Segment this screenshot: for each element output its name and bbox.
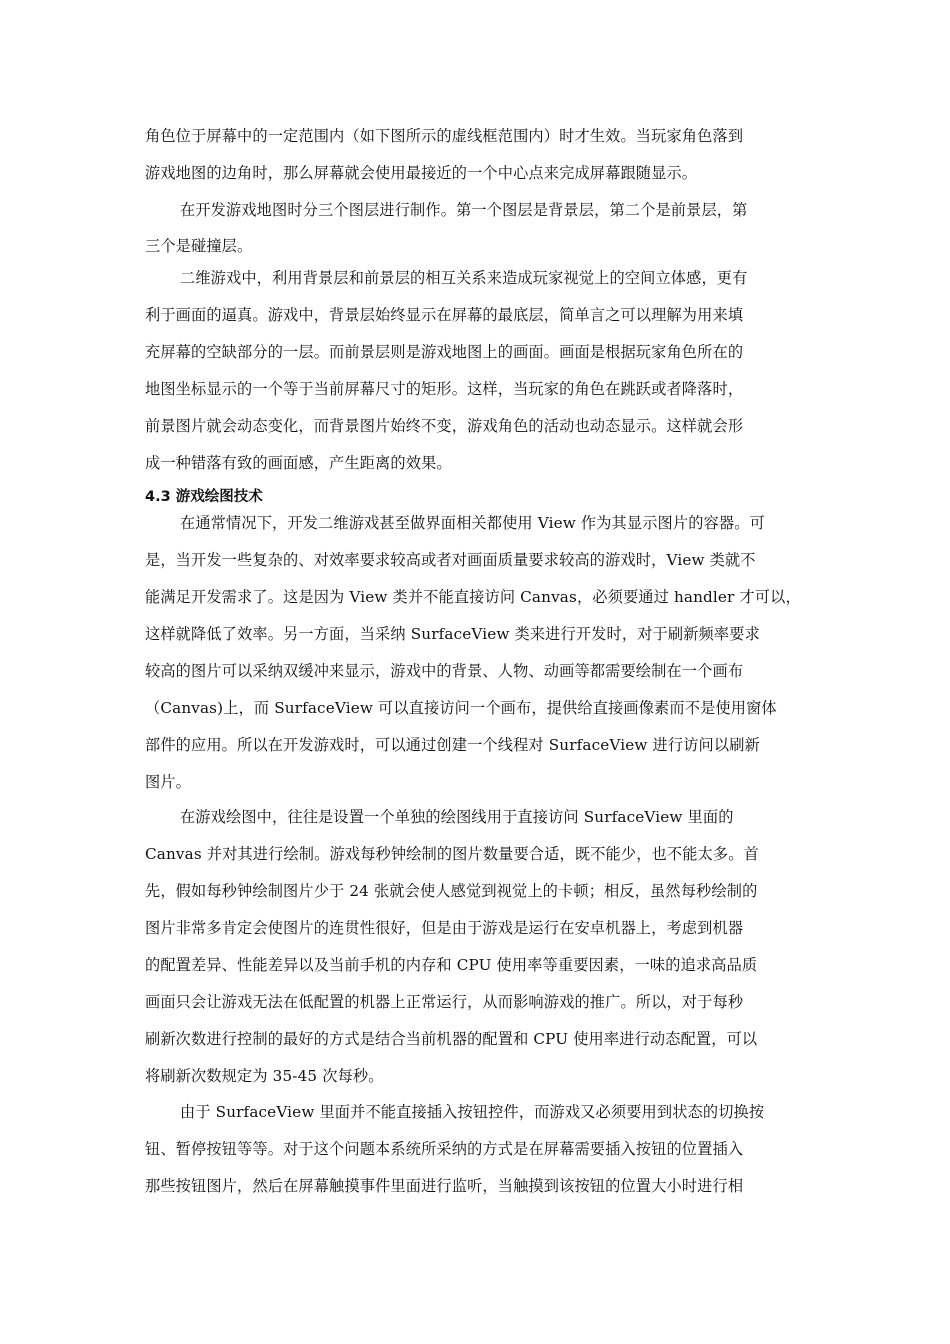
paragraph-3-line-5: 前景图片就会动态变化，而背景图片始终不变，游戏角色的活动也动态显示。这样就会形 — [145, 417, 744, 435]
paragraph-5-line-8: 将刷新次数规定为 35-45 次每秒。 — [145, 1067, 384, 1085]
paragraph-5-line-3: 先，假如每秒钟绘制图片少于 24 张就会使人感觉到视觉上的卡顿；相反，虽然每秒绘制的 — [145, 882, 758, 900]
paragraph-2-line-2: 三个是碰撞层。 — [145, 237, 253, 255]
paragraph-5-line-2: Canvas 并对其进行绘制。游戏每秒钟绘制的图片数量要合适，既不能少，也不能太多。首 — [145, 845, 759, 863]
paragraph-1-line-2: 游戏地图的边角时，那么屏幕就会使用最接近的一个中心点来完成屏幕跟随显示。 — [145, 164, 698, 182]
paragraph-4-line-8: 图片。 — [145, 773, 192, 791]
paragraph-6-line-1: 由于 SurfaceView 里面并不能直接插入按钮控件，而游戏又必须要用到状态的切换按 — [180, 1103, 765, 1121]
paragraph-1-line-1: 角色位于屏幕中的一定范围内（如下图所示的虚线框范围内）时才生效。当玩家角色落到 — [145, 127, 744, 145]
section-heading: 4.3 游戏绘图技术 — [145, 489, 263, 505]
paragraph-4-line-3: 能满足开发需求了。这是因为 View 类并不能直接访问 Canvas，必须要通过 handler 才可以， — [145, 588, 801, 606]
paragraph-3-line-1: 二维游戏中，利用背景层和前景层的相互关系来造成玩家视觉上的空间立体感，更有 — [180, 269, 748, 287]
paragraph-5-line-7: 刷新次数进行控制的最好的方式是结合当前机器的配置和 CPU 使用率进行动态配置，可以 — [145, 1030, 758, 1048]
paragraph-5-line-1: 在游戏绘图中，往往是设置一个单独的绘图线用于直接访问 SurfaceView 里面的 — [180, 808, 734, 826]
paragraph-3-line-4: 地图坐标显示的一个等于当前屏幕尺寸的矩形。这样，当玩家的角色在跳跃或者降落时， — [145, 380, 744, 398]
paragraph-6-line-2: 钮、暂停按钮等等。对于这个问题本系统所采纳的方式是在屏幕需要插入按钮的位置插入 — [145, 1140, 744, 1158]
paragraph-4-line-2: 是，当开发一些复杂的、对效率要求较高或者对画面质量要求较高的游戏时，View 类就不 — [145, 551, 756, 569]
paragraph-4-line-7: 部件的应用。所以在开发游戏时，可以通过创建一个线程对 SurfaceView 进行访问以刷新 — [145, 736, 760, 754]
paragraph-3-line-3: 充屏幕的空缺部分的一层。而前景层则是游戏地图上的画面。画面是根据玩家角色所在的 — [145, 343, 744, 361]
paragraph-5-line-6: 画面只会让游戏无法在低配置的机器上正常运行，从而影响游戏的推广。所以，对于每秒 — [145, 993, 744, 1011]
paragraph-5-line-4: 图片非常多肯定会使图片的连贯性很好，但是由于游戏是运行在安卓机器上，考虑到机器 — [145, 919, 744, 937]
paragraph-3-line-6: 成一种错落有致的画面感，产生距离的效果。 — [145, 454, 452, 472]
paragraph-4-line-4: 这样就降低了效率。另一方面，当采纳 SurfaceView 类来进行开发时，对于刷新频率要求 — [145, 625, 760, 643]
paragraph-3-line-2: 利于画面的逼真。游戏中，背景层始终显示在屏幕的最底层，简单言之可以理解为用来填 — [145, 306, 744, 324]
paragraph-6-line-3: 那些按钮图片，然后在屏幕触摸事件里面进行监听，当触摸到该按钮的位置大小时进行相 — [145, 1177, 744, 1195]
paragraph-4-line-1: 在通常情况下，开发二维游戏甚至做界面相关都使用 View 作为其显示图片的容器。可 — [180, 514, 765, 532]
paragraph-5-line-5: 的配置差异、性能差异以及当前手机的内存和 CPU 使用率等重要因素，一味的追求高品质 — [145, 956, 758, 974]
paragraph-2-line-1: 在开发游戏地图时分三个图层进行制作。第一个图层是背景层，第二个是前景层，第 — [180, 201, 748, 219]
paragraph-4-line-6: （Canvas)上，而 SurfaceView 可以直接访问一个画布，提供给直接画像素而不是使用窗体 — [145, 699, 777, 717]
paragraph-4-line-5: 较高的图片可以采纳双缓冲来显示，游戏中的背景、人物、动画等都需要绘制在一个画布 — [145, 662, 744, 680]
